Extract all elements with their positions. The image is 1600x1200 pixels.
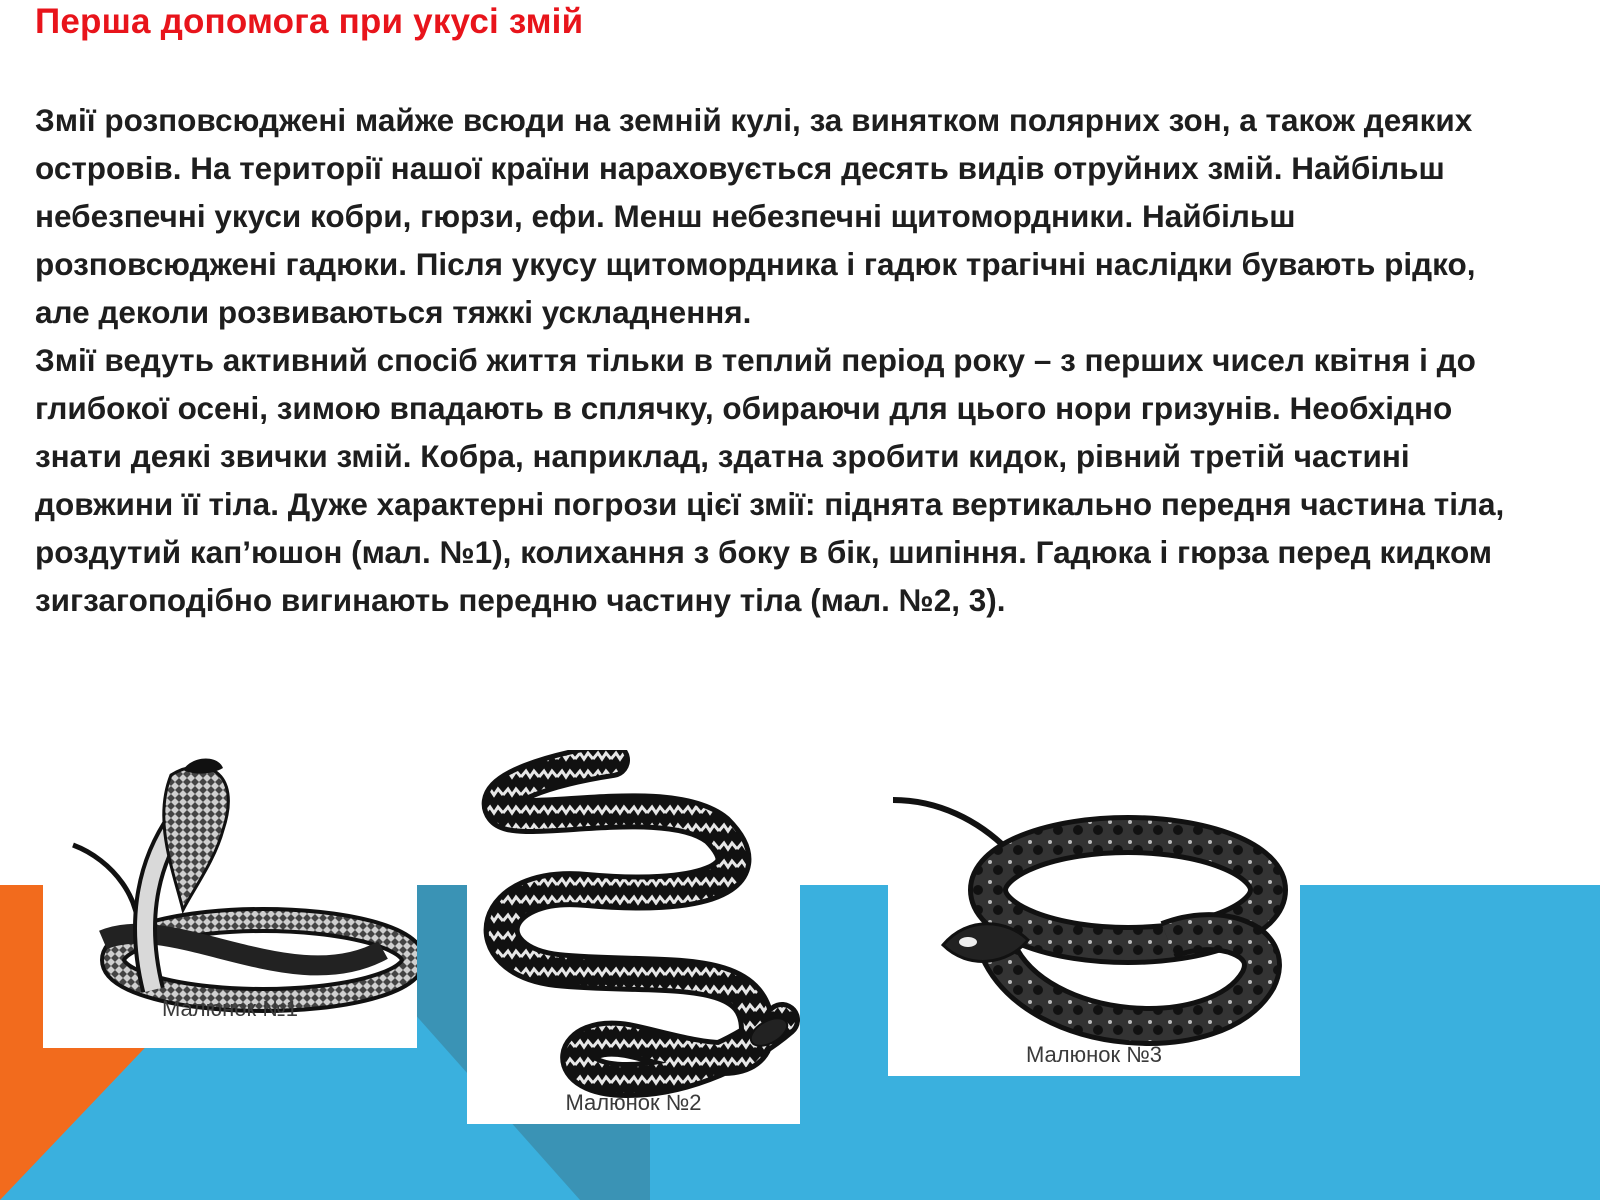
slide-title: Перша допомога при укусі змій xyxy=(35,2,584,41)
figure-2 xyxy=(467,750,800,1124)
figure-1 xyxy=(43,750,417,1048)
slide-body xyxy=(35,96,1505,624)
figure-1-caption: Малюнок №1 xyxy=(161,996,299,1021)
paragraph-1: Змії розповсюджені майже всюди на земній кулі, за винятком полярних зон, а також деяких островів. На території нашої країни нараховується десять видів отруйних змій. Найбільш небезпечні укуси кобри, гюрзи, ефи. Менш небезпечні щитомордники. Найбільш розповсюджені гадюки. Після укусу щитомордника і гадюк трагічні наслідки бувають рідко, але деколи розвиваються тяжкі ускладнення. xyxy=(35,102,1476,330)
viper-illustration-icon xyxy=(467,750,800,1124)
figure-2-caption: Малюнок №2 xyxy=(565,1090,702,1115)
paragraph-2: Змії ведуть активний спосіб життя тільки в теплий період року – з перших чисел квітня і до глибокої осені, зимою впадають в сплячку, обираючи для цього нори гризунів. Необхідно знати деякі звички змій. Кобра, наприклад, здатна зробити кидок, рівний третій частині довжини її тіла. Дуже характерні погрози цієї змії: піднята вертикально передня частина тіла, роздутий кап’юшон (мал. №1), колихання з боку в бік, шипіння. Гадюка і гюрза перед кидком зигзагоподібно вигинають передню частину тіла (мал. №2, 3). xyxy=(35,342,1505,618)
figure-3 xyxy=(888,780,1300,1076)
gyurza-illustration-icon xyxy=(888,780,1300,1076)
figure-3-caption: Малюнок №3 xyxy=(1025,1042,1163,1067)
